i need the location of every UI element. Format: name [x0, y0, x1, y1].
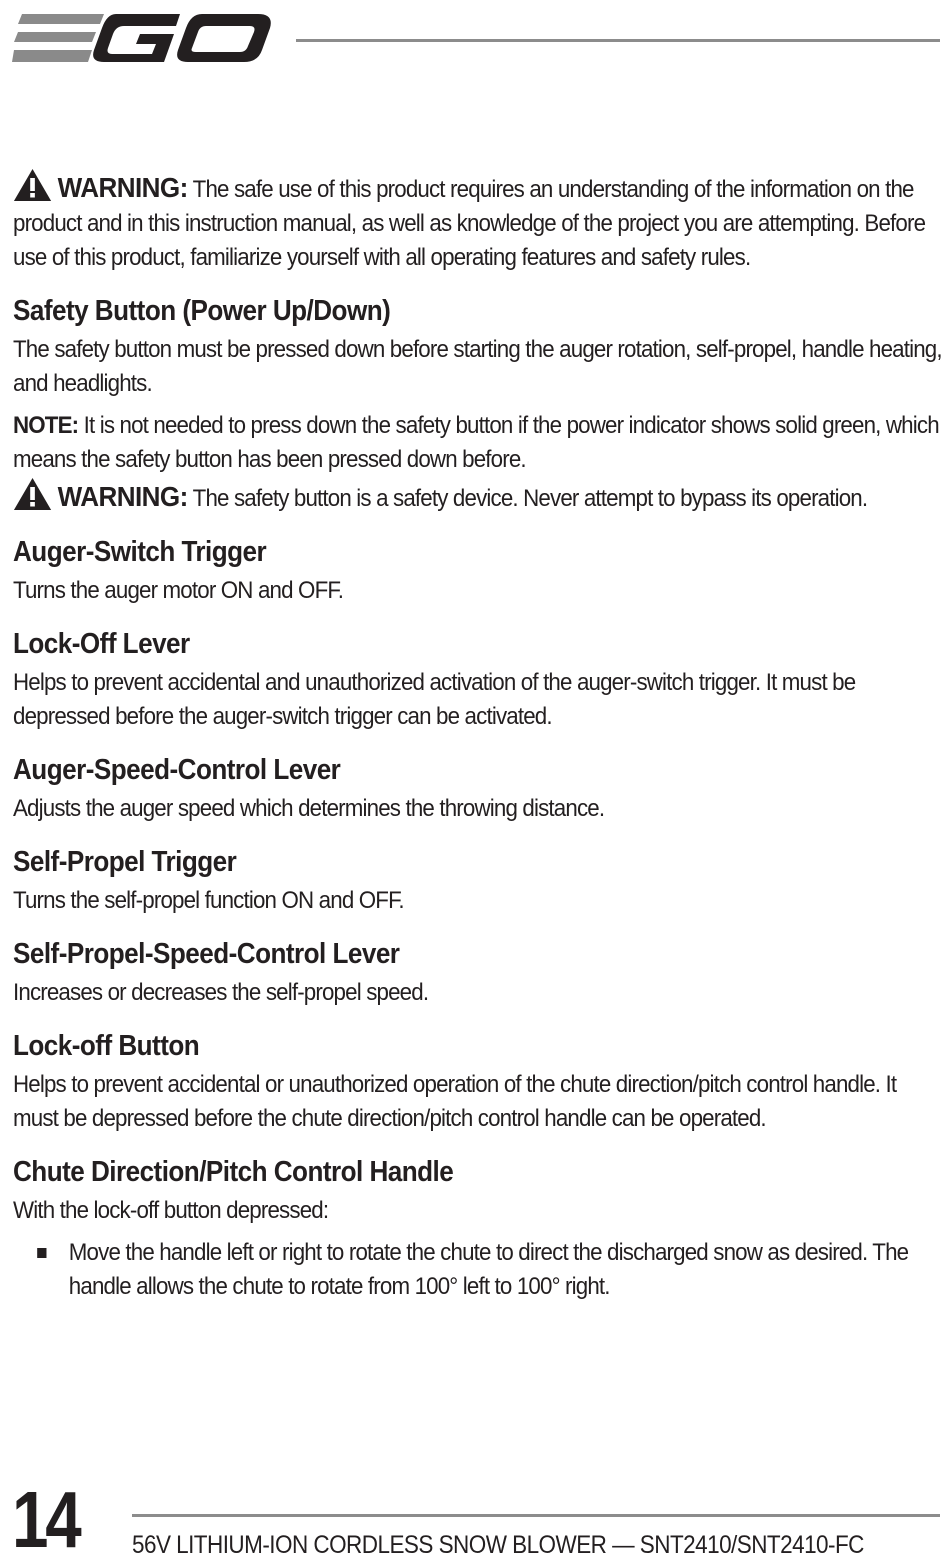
note-label: NOTE: [13, 412, 79, 439]
self-propel-speed-body: Increases or decreases the self-propel speed. [13, 979, 429, 1006]
lock-off-button-body: Helps to prevent accidental or unauthorized operation of the chute direction/pitch control handle. It must be depressed before the chute direction/pitch control handle can be operated. [13, 1071, 897, 1132]
warning-text: The safe use of this product requires an understanding of the information on the product and in this instruction manual, as well as knowledge of the project you are attempting. Before use of this product, familiarize yourself with all operating features and safety rules. [13, 176, 926, 271]
page-footer [0, 1476, 950, 1568]
warning-label: WARNING: [57, 481, 188, 512]
note-text: It is not needed to press down the safety button if the power indicator shows solid green, which means the safety button has been pressed down before. [13, 412, 939, 473]
safety-button-body: The safety button must be pressed down before starting the auger rotation, self-propel, handle heating, and headlights. [13, 336, 942, 397]
safety-button-note [13, 409, 943, 477]
warning-triangle-icon [13, 477, 52, 511]
lock-off-lever-body: Helps to prevent accidental and unauthorized activation of the auger-switch trigger. It must be depressed before the auger-switch trigger can be activated. [13, 669, 856, 730]
heading-self-propel-speed: Self-Propel-Speed-Control Lever [13, 938, 400, 970]
footer-product-title: 56V LITHIUM-ION CORDLESS SNOW BLOWER — SNT2410/SNT2410-FC [132, 1531, 864, 1559]
page-header [0, 0, 950, 80]
heading-chute-handle: Chute Direction/Pitch Control Handle [13, 1156, 454, 1188]
ego-logo [12, 10, 272, 70]
warning-triangle-icon [13, 168, 52, 202]
bullet-text: Move the handle left or right to rotate the chute to direct the discharged snow as desired. The handle allows the chute to rotate from 100° left to 100° right. [68, 1239, 909, 1300]
heading-lock-off-lever: Lock-Off Lever [13, 628, 190, 660]
safety-button-warning [13, 477, 943, 516]
auger-switch-body: Turns the auger motor ON and OFF. [13, 577, 344, 604]
warning-label: WARNING: [57, 172, 188, 203]
header-rule [296, 39, 940, 42]
heading-self-propel: Self-Propel Trigger [13, 846, 237, 878]
self-propel-body: Turns the self-propel function ON and OFF. [13, 887, 404, 914]
bullet-square-icon [37, 1248, 46, 1258]
chute-handle-body: With the lock-off button depressed: [13, 1197, 329, 1224]
warning-text: The safety button is a safety device. Never attempt to bypass its operation. [187, 485, 868, 512]
page-content [13, 168, 943, 1304]
intro-warning [13, 168, 943, 275]
auger-speed-body: Adjusts the auger speed which determines the throwing distance. [13, 795, 605, 822]
footer-rule [132, 1514, 940, 1517]
list-item [13, 1236, 943, 1304]
heading-auger-speed: Auger-Speed-Control Lever [13, 754, 341, 786]
heading-safety-button: Safety Button (Power Up/Down) [13, 295, 391, 327]
heading-lock-off-button: Lock-off Button [13, 1030, 200, 1062]
heading-auger-switch: Auger-Switch Trigger [13, 536, 267, 568]
page-number: 14 [12, 1475, 79, 1564]
